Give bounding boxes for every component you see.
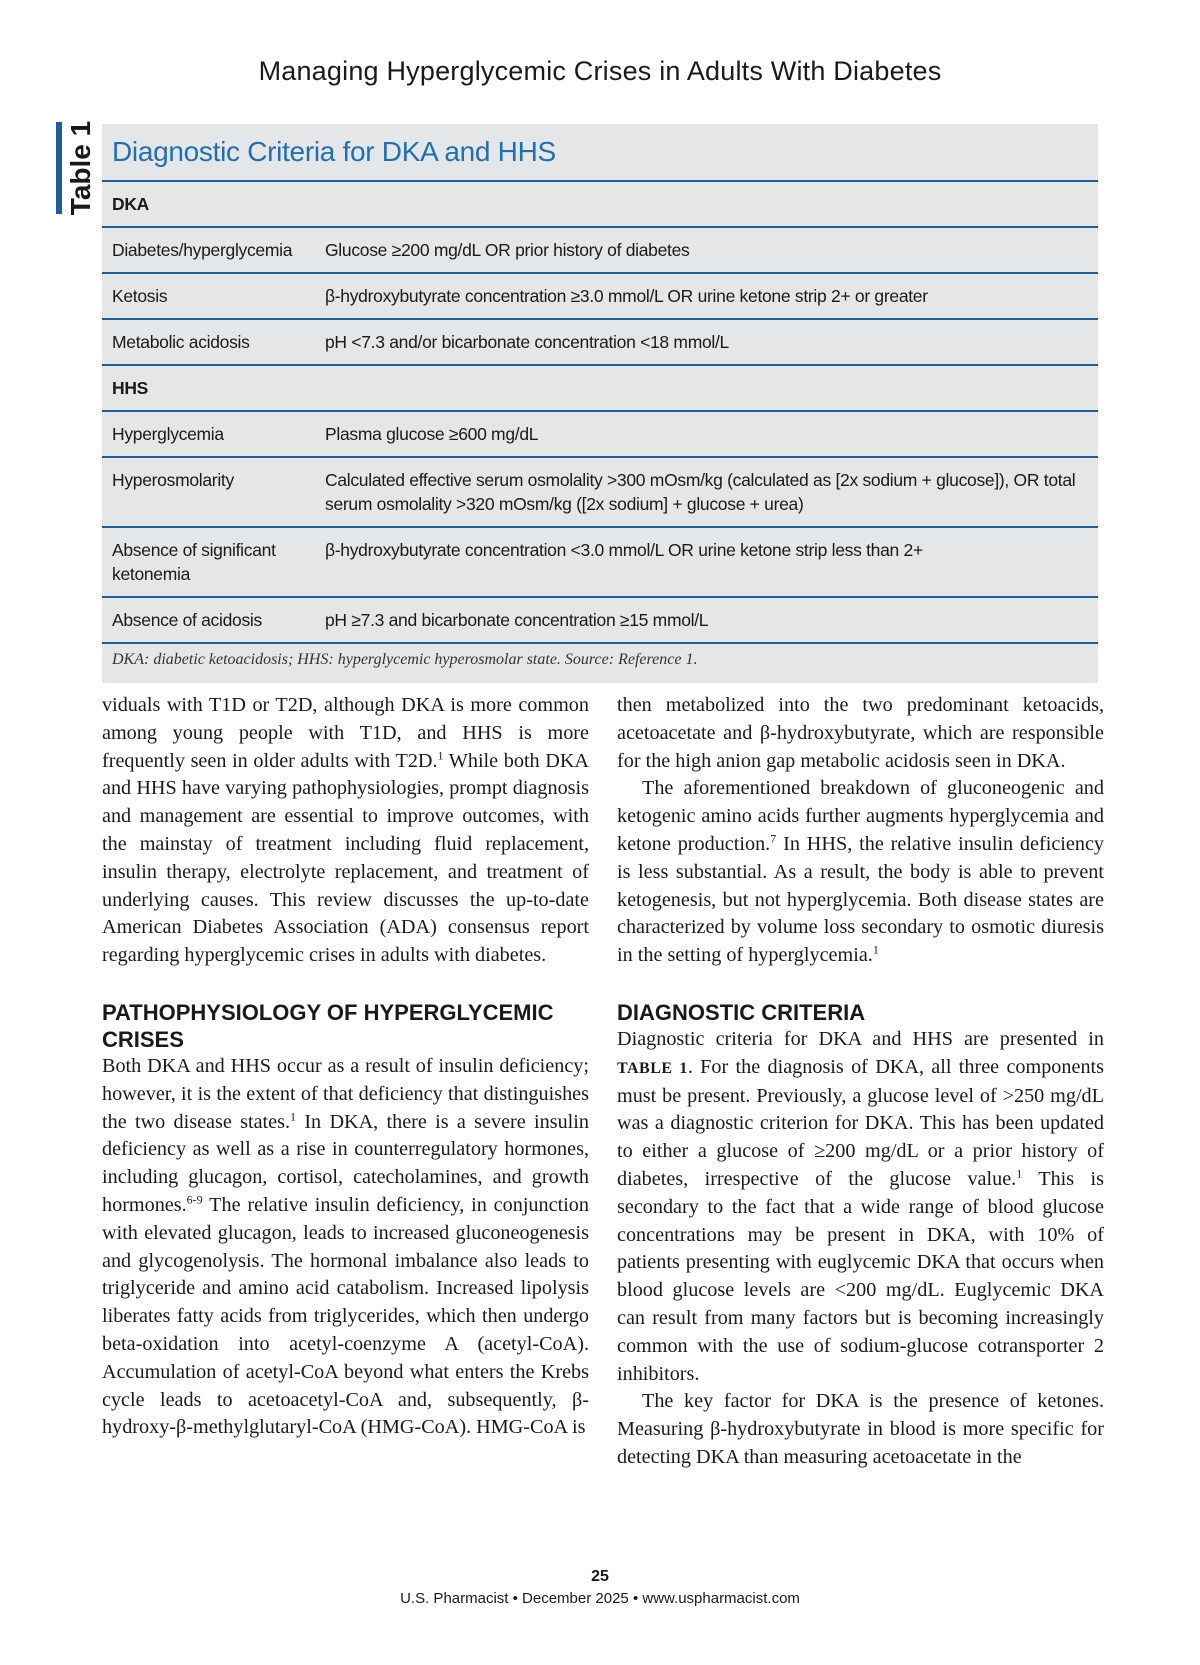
table-section-header-dka	[102, 182, 1098, 228]
table-row	[102, 320, 1098, 366]
criterion-cell: Hyperosmolarity	[112, 470, 234, 490]
table-footnote: DKA: diabetic ketoacidosis; HHS: hyperglycemic hyperosmolar state. Source: Reference 1.	[112, 651, 698, 668]
publication-footer: U.S. Pharmacist • December 2025 • www.uspharmacist.com	[400, 1590, 800, 1607]
definition-cell: pH ≥7.3 and bicarbonate concentration ≥15 mmol/L	[325, 610, 709, 630]
section-label: DKA	[112, 194, 150, 214]
table-row	[102, 274, 1098, 320]
table-reference: TABLE 1	[617, 1059, 688, 1077]
definition-cell: β-hydroxybutyrate concentration ≥3.0 mmol/L OR urine ketone strip 2+ or greater	[325, 286, 928, 306]
table-tab-label: Table 1	[65, 120, 96, 216]
table-row	[102, 228, 1098, 274]
table-tab	[56, 122, 100, 214]
criterion-cell: Metabolic acidosis	[112, 332, 250, 352]
paragraph: The key factor for DKA is the presence of ketones. Measuring β-hydroxybutyrate in blood is more specific for detecting DKA than measuring acetoacetate in the	[617, 1390, 1104, 1468]
paragraph: Diagnostic criteria for DKA and HHS are presented in TABLE 1. For the diagnosis of DKA, all three components must be present. Previously, a glucose level of >250 mg/dL was a diagnostic criterion for DKA. This has been updated to either a glucose of ≥200 mg/dL or a prior history of diabetes, irrespective of the glucose value.$^1$ This is secondary to the fact that a wide range of blood glucose concentrations may be present in DKA, with 10% of patients presenting with euglycemic DKA that occurs when blood glucose levels are <200 mg/dL. Euglycemic DKA can result from many factors but is becoming increasingly common with the use of sodium-glucose cotransporter 2 inhibitors.	[617, 1027, 1104, 1385]
table-row	[102, 412, 1098, 458]
diagnostic-criteria-table	[102, 124, 1098, 683]
paragraph: viduals with T1D or T2D, although DKA is more common among young people with T1D, and HHS is more frequently seen in older adults with T2D.$^1$ While both DKA and HHS have varying pathophysiologies, prompt diagnosis and management are essential to improve outcomes, with the mainstay of treatment including fluid replacement, insulin therapy, electrolyte replacement, and treatment of underlying causes. This review discusses the up-to-date American Diabetes Association (ADA) consensus report regarding hyperglycemic crises in adults with diabetes.	[102, 694, 589, 967]
right-column	[617, 692, 1104, 1472]
criterion-cell: Absence of significant ketonemia	[112, 540, 276, 584]
table-section-header-hhs	[102, 366, 1098, 412]
section-label: HHS	[112, 378, 149, 398]
table-title: Diagnostic Criteria for DKA and HHS	[102, 124, 1098, 182]
criterion-cell: Hyperglycemia	[112, 424, 224, 444]
definition-cell: Plasma glucose ≥600 mg/dL	[325, 424, 539, 444]
definition-cell: Glucose ≥200 mg/dL OR prior history of diabetes	[325, 240, 690, 260]
criterion-cell: Ketosis	[112, 286, 168, 306]
criterion-cell: Absence of acidosis	[112, 610, 262, 630]
criterion-cell: Diabetes/hyperglycemia	[112, 240, 293, 260]
table-row	[102, 528, 1098, 598]
section-heading-pathophysiology: PATHOPHYSIOLOGY OF HYPERGLYCEMIC CRISES	[102, 999, 554, 1052]
running-title: Managing Hyperglycemic Crises in Adults With Diabetes	[258, 56, 942, 86]
section-heading-diagnostic-criteria: DIAGNOSTIC CRITERIA	[617, 999, 866, 1025]
table-row	[102, 458, 1098, 528]
definition-cell: pH <7.3 and/or bicarbonate concentration <18 mmol/L	[325, 332, 729, 352]
paragraph: Both DKA and HHS occur as a result of insulin deficiency; however, it is the extent of that deficiency that distinguishes the two disease states.$^1$ In DKA, there is a severe insulin deficiency as well as a rise in counterregulatory hormones, including glucagon, cortisol, catecholamines, and growth hormones.$^{6-9}$ The relative insulin deficiency, in conjunction with elevated glucagon, leads to increased gluconeogenesis and glycogenolysis. The hormonal imbalance also leads to triglyceride and amino acid catabolism. Increased lipolysis liberates fatty acids from triglycerides, which then undergo beta-oxidation into acetyl-coenzyme A (acetyl-CoA). Accumulation of acetyl-CoA beyond what enters the Krebs cycle leads to acetoacetyl-CoA and, subsequently, β-hydroxy-β-methylglutaryl-CoA (HMG-CoA). HMG-CoA is	[102, 1054, 589, 1439]
page-number: 25	[591, 1568, 609, 1585]
definition-cell: Calculated effective serum osmolality >300 mOsm/kg (calculated as [2x sodium + glucose]), OR total serum osmolality >320 mOsm/kg ([2x sodium] + glucose + urea)	[325, 470, 1076, 514]
definition-cell: β-hydroxybutyrate concentration <3.0 mmol/L OR urine ketone strip less than 2+	[325, 540, 923, 560]
paragraph: The aforementioned breakdown of gluconeogenic and ketogenic amino acids further augments hyperglycemia and ketone production.$^7$ In HHS, the relative insulin deficiency is less substantial. As a result, the body is able to prevent ketogenesis, but not hyperglycemia. Both disease states are characterized by volume loss secondary to osmotic diuresis in the setting of hyperglycemia.$^1$	[617, 777, 1104, 967]
table-row	[102, 598, 1098, 644]
left-column	[102, 692, 589, 1442]
paragraph: then metabolized into the two predominant ketoacids, acetoacetate and β-hydroxybutyrate, which are responsible for the high anion gap metabolic acidosis seen in DKA.	[617, 694, 1104, 772]
